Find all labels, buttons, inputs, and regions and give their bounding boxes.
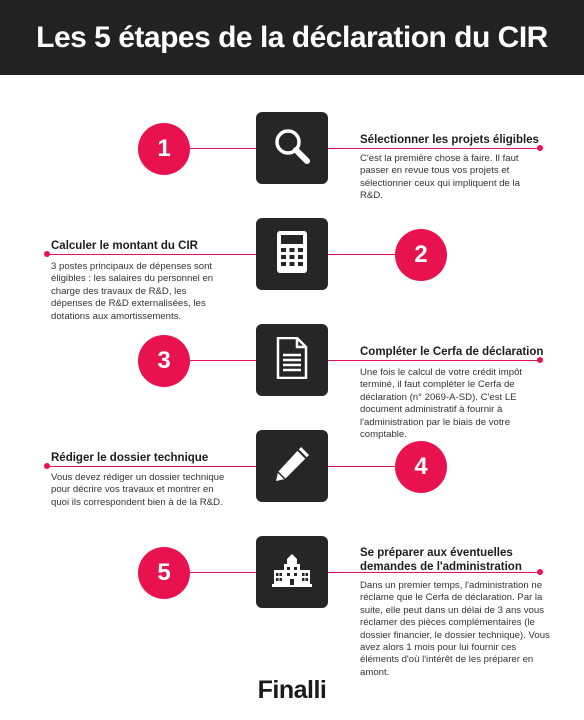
step-icon-box [256, 218, 328, 290]
calculator-icon [274, 230, 310, 279]
building-icon [272, 553, 312, 592]
step-description: C'est la première chose à faire. Il faut passer en revue tous vos projets et sélectionner ceux qui impliquent de la R&D. [360, 153, 520, 202]
step-icon-box [256, 430, 328, 502]
connector-line [190, 360, 540, 361]
step-3 [0, 322, 584, 442]
connector-dot [44, 463, 50, 469]
page-title: Les 5 étapes de la déclaration du CIR [36, 20, 548, 54]
step-icon-box [256, 112, 328, 184]
header-banner [0, 0, 584, 75]
magnifier-icon [271, 125, 313, 172]
step-description: 3 postes principaux de dépenses sont éligibles : les salaires du personnel en charge des travaux de R&D, les dépenses de R&D externalisées, les dotations aux amortissements. [51, 261, 214, 322]
step-title: Sélectionner les projets éligibles [360, 134, 539, 146]
step-2 [0, 216, 584, 322]
step-title: Rédiger le dossier technique [51, 452, 209, 464]
step-title: Se préparer aux éventuelles demandes de l'administration [360, 547, 522, 573]
step-description: Une fois le calcul de votre crédit impôt terminé, il faut compléter le Cerfa de déclaration (n° 2069-A-SD). C'est LE document administratif à fournir à l'administration par le biais de votre comptable. [360, 367, 523, 441]
step-number-badge: 3 [138, 335, 190, 387]
step-5 [0, 534, 584, 678]
connector-line [190, 148, 540, 149]
step-number-badge: 2 [395, 229, 447, 281]
document-icon [275, 337, 309, 384]
step-number-badge: 1 [138, 123, 190, 175]
step-4 [0, 428, 584, 528]
step-number-badge: 5 [138, 547, 190, 599]
step-title: Calculer le montant du CIR [51, 240, 198, 252]
step-description: Vous devez rédiger un dossier technique pour décrire vos travaux et montrer en quoi ils correspondent bien à de la R&D. [51, 472, 225, 508]
step-title: Compléter le Cerfa de déclaration [360, 346, 544, 358]
connector-line [47, 466, 397, 467]
step-description: Dans un premier temps, l'administration ne réclame que le Cerfa de déclaration. Par la suite, elle peut dans un délai de 3 ans vous réclamer des pièces complémentaires (le dossier financier, le dossier technique). Vous avez alors 1 mois pour lui fournir ces éléments d'où l'intérêt de les préparer en amont. [360, 580, 550, 678]
pencil-icon [271, 443, 313, 490]
step-number-badge: 4 [395, 441, 447, 493]
brand-logo: Finalli [257, 676, 327, 704]
connector-line [47, 254, 397, 255]
step-1 [0, 110, 584, 205]
connector-dot [44, 251, 50, 257]
step-icon-box [256, 324, 328, 396]
step-icon-box [256, 536, 328, 608]
